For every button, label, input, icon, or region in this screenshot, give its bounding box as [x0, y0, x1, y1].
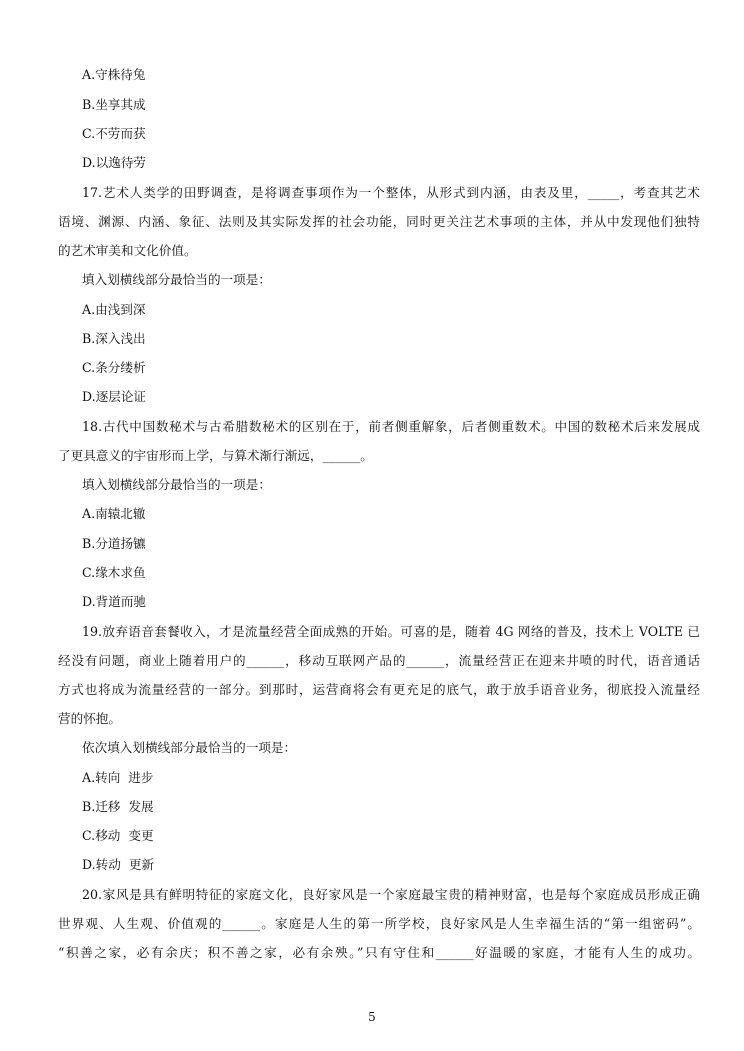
question-19-stem-line-1: 19.放弃语音套餐收入，才是流量经营全面成熟的开始。可喜的是，随着 4G 网络的普及，技术上 VOLTE 已	[82, 624, 700, 639]
question-17-instruction: 填入划横线部分最恰当的一项是：	[82, 272, 271, 287]
option-d: D.以逸待劳	[82, 155, 147, 170]
question-18-option-a: A.南辕北辙	[82, 506, 146, 521]
question-17-stem-line-3: 的艺术审美和文化价值。	[58, 243, 197, 258]
question-19-stem-line-4: 营的怀抱。	[58, 711, 121, 726]
question-19-option-d: D.转动 更新	[82, 857, 155, 872]
question-19-option-b: B.迁移 发展	[82, 799, 154, 814]
question-20-stem-line-1: 20.家风是具有鲜明特征的家庭文化，良好家风是一个家庭最宝贵的精神财富，也是每个家庭成员形成正确	[82, 887, 700, 902]
question-19-stem-line-3: 方式也将成为流量经营的一部分。到那时，运营商将会有更充足的底气，敢于放手语音业务，彻底投入流量经	[58, 682, 700, 697]
option-a: A.守株待兔	[82, 67, 146, 82]
question-17-stem-line-2: 语境、渊源、内涵、象征、法则及其实际发挥的社会功能，同时更关注艺术事项的主体，并从中发现他们独特	[58, 214, 700, 229]
option-b: B.坐享其成	[82, 97, 146, 112]
question-20-stem-line-3: “积善之家，必有余庆；积不善之家，必有余殃。”只有守住和______好温暖的家庭，才能有人生的成功。	[58, 945, 700, 960]
page-number: 5	[368, 1010, 376, 1024]
question-17-option-d: D.逐层论证	[82, 389, 147, 404]
question-18-option-d: D.背道而驰	[82, 594, 147, 609]
question-17-option-b: B.深入浅出	[82, 331, 146, 346]
question-18-stem-line-2: 了更具意义的宇宙形而上学，与算术渐行渐远，______。	[58, 448, 373, 463]
question-19-option-c: C.移动 变更	[82, 828, 154, 843]
question-18-option-b: B.分道扬镳	[82, 536, 146, 551]
question-19-option-a: A.转向 进步	[82, 770, 154, 785]
question-20-stem-line-2: 世界观、人生观、价值观的______。家庭是人生的第一所学校，良好家风是人生幸福生活的“第一组密码”。	[58, 916, 700, 931]
question-19-stem-line-2: 经没有问题，商业上随着用户的______，移动互联网产品的______，流量经营正在迎来井喷的时代，语音通话	[58, 653, 700, 668]
option-c: C.不劳而获	[82, 126, 146, 141]
question-19-instruction: 依次填入划横线部分最恰当的一项是：	[82, 740, 297, 755]
question-17-option-a: A.由浅到深	[82, 302, 146, 317]
question-18-option-c: C.缘木求鱼	[82, 565, 146, 580]
question-17-option-c: C.条分缕析	[82, 360, 146, 375]
question-18-stem-line-1: 18.古代中国数秘术与古希腊数秘术的区别在于，前者侧重解象，后者侧重数术。中国的数秘术后来发展成	[82, 419, 700, 434]
question-17-stem-line-1: 17.艺术人类学的田野调查，是将调查事项作为一个整体，从形式到内涵，由表及里，_____，考查其艺术	[82, 185, 700, 200]
question-18-instruction: 填入划横线部分最恰当的一项是：	[82, 477, 271, 492]
